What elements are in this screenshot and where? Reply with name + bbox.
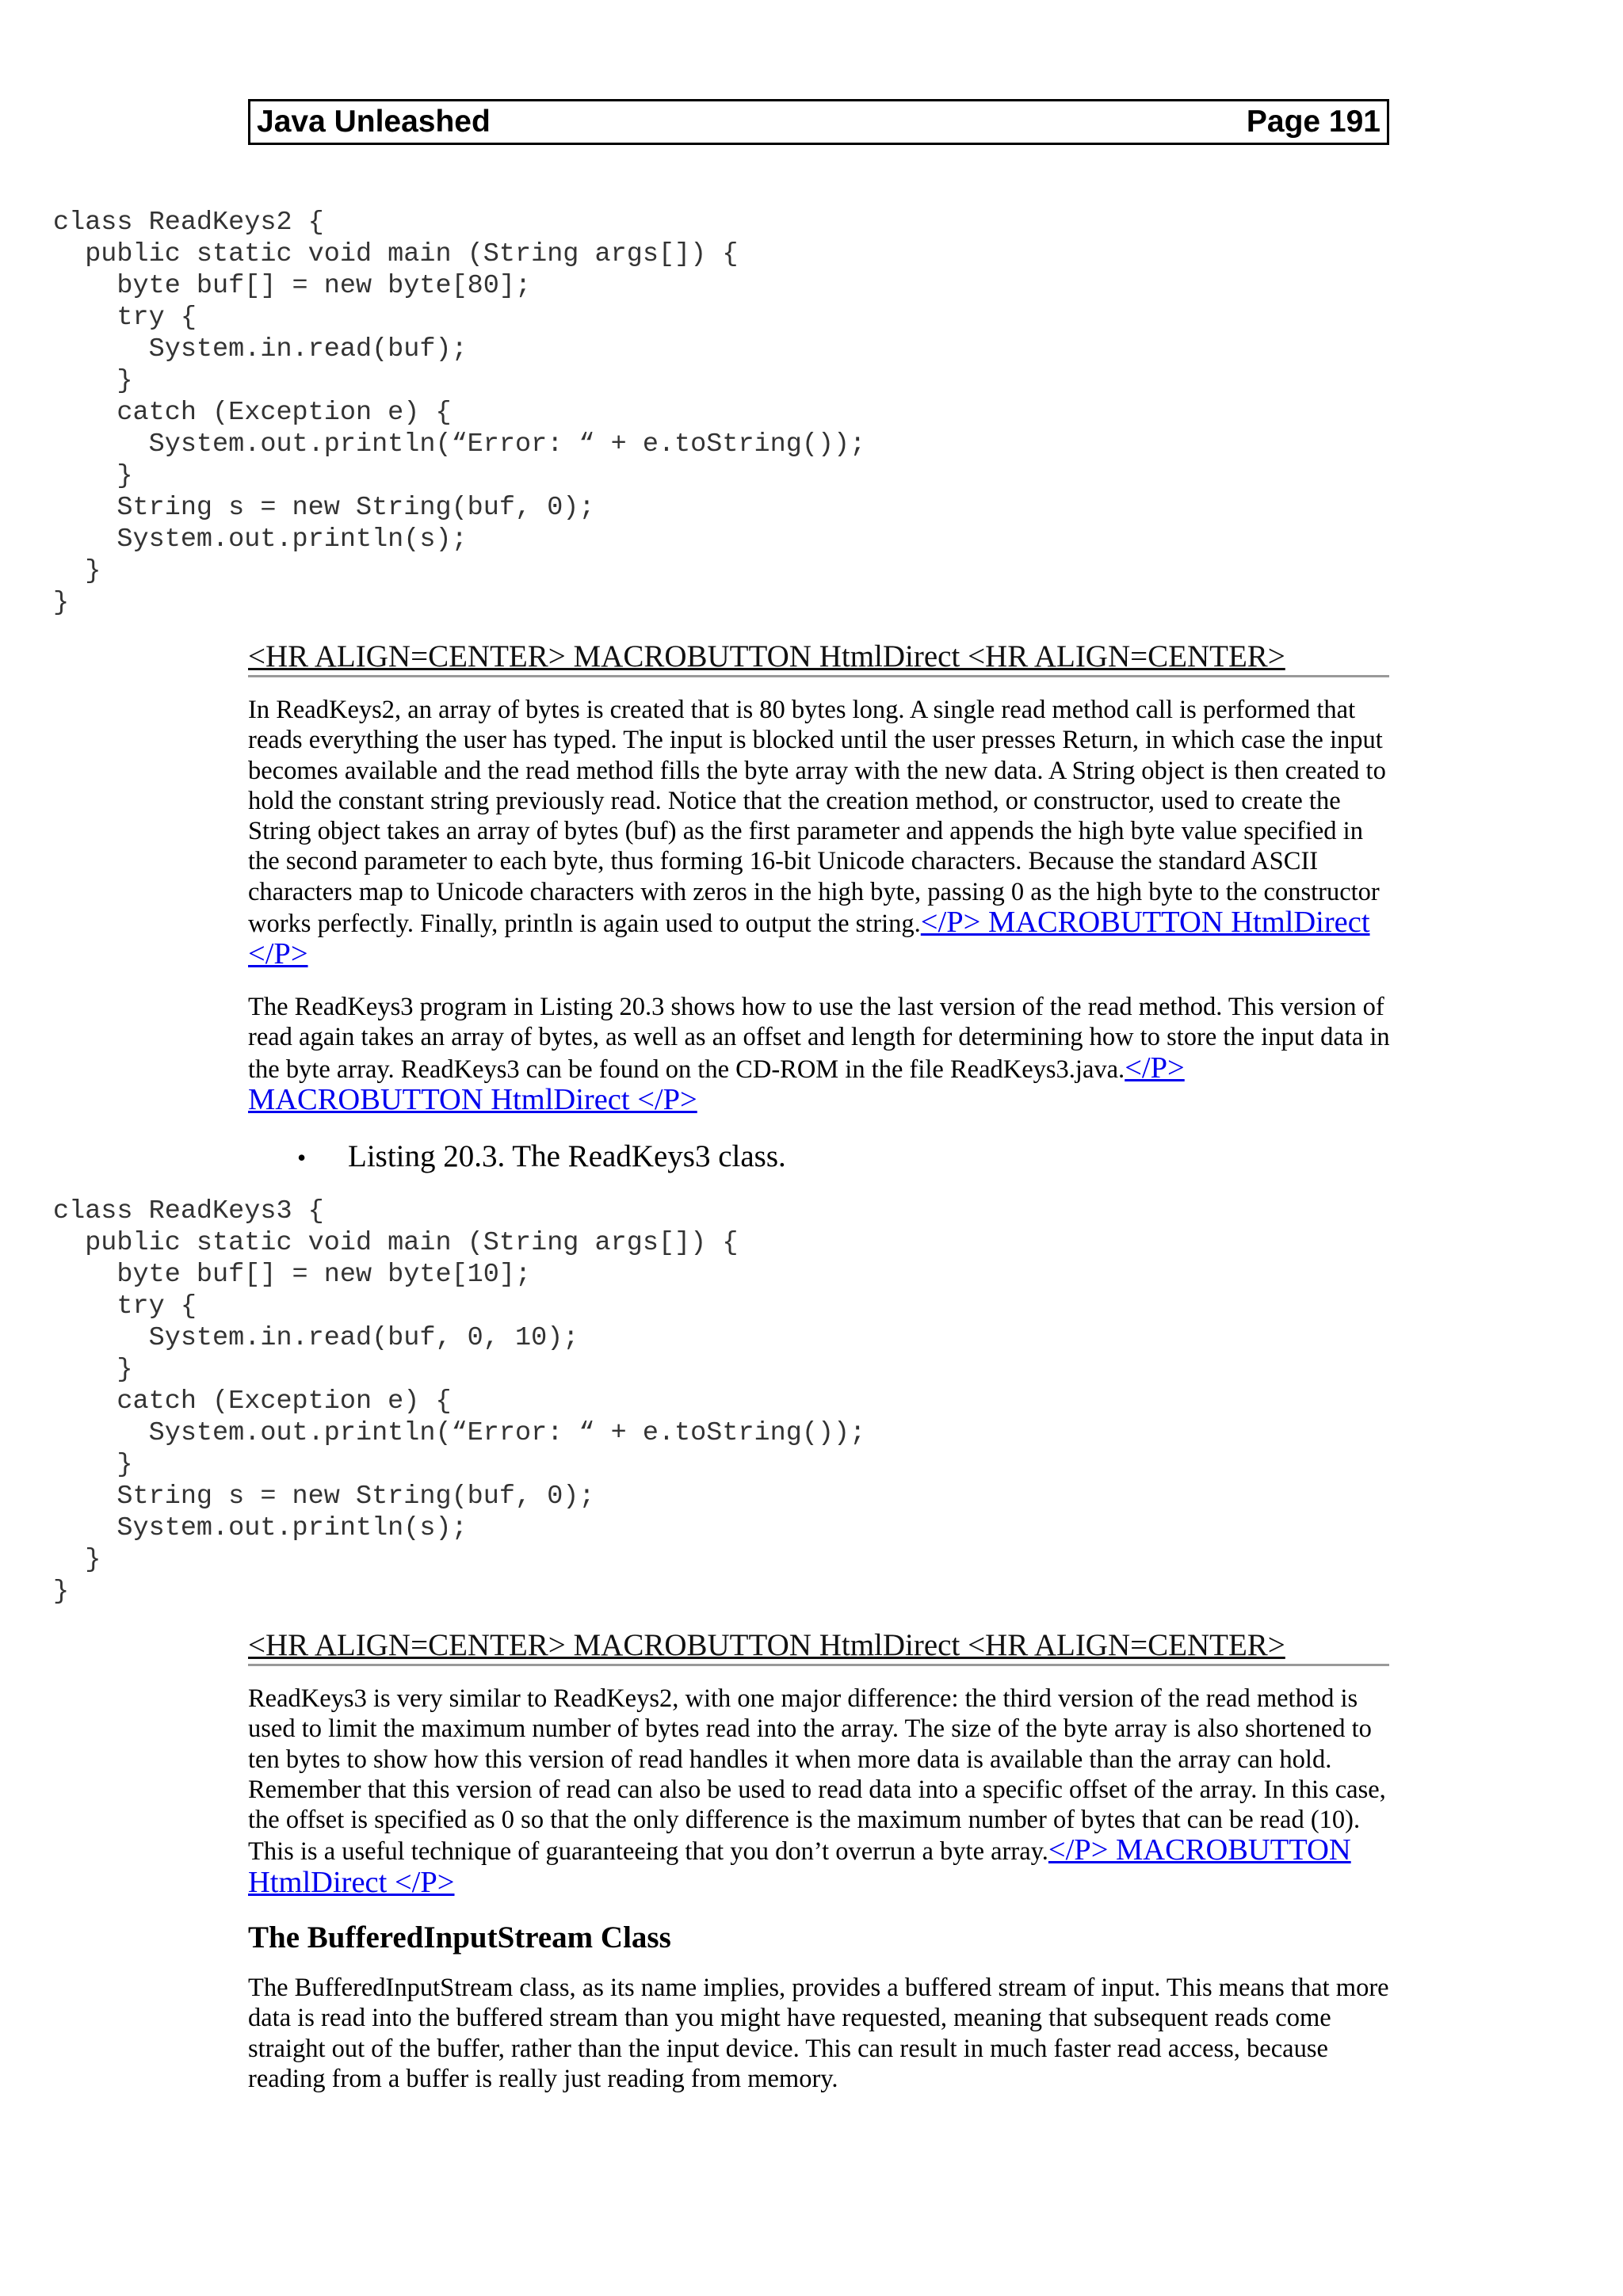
- page-number: Page 191: [1246, 105, 1381, 139]
- code-line: }: [53, 366, 133, 396]
- listing-caption: [297, 1138, 1407, 1176]
- paragraph-readkeys3-explanation: [248, 1684, 1397, 1899]
- code-line: public static void main (String args[]) {: [53, 239, 739, 269]
- paragraph-bufferedinputstream: [248, 1973, 1397, 2094]
- code-listing-readkeys2: [53, 207, 865, 619]
- section-heading: The BufferedInputStream Class: [248, 1920, 671, 1955]
- code-line: }: [53, 1577, 70, 1607]
- code-line: String s = new String(buf, 0);: [53, 1482, 595, 1512]
- code-line: catch (Exception e) {: [53, 398, 452, 428]
- listing-caption-text: Listing 20.3. The ReadKeys3 class.: [348, 1139, 786, 1173]
- code-line: System.out.println(s);: [53, 1513, 468, 1543]
- code-line: class ReadKeys2 {: [53, 208, 324, 238]
- code-line: byte buf[] = new byte[80];: [53, 271, 532, 301]
- code-line: byte buf[] = new byte[10];: [53, 1260, 532, 1290]
- page-header: [248, 99, 1389, 145]
- code-line: }: [53, 1355, 133, 1385]
- paragraph-text: The BufferedInputStream class, as its name implies, provides a buffered stream of input. This means that more data is read into the buffered stream than you might have requested, meaning that subsequent reads come straight out of the buffer, rather than the input device. This can result in much faster read access, because reading from a buffer is really just reading from memory.: [248, 1974, 1389, 2093]
- book-title: Java Unleashed: [257, 105, 491, 139]
- code-line: System.out.println(“Error: “ + e.toString());: [53, 1418, 866, 1448]
- code-line: class ReadKeys3 {: [53, 1196, 324, 1226]
- code-listing-readkeys3: [53, 1196, 865, 1608]
- macrobutton-link[interactable]: </P> MACROBUTTON HtmlDirect </P>: [248, 906, 1370, 971]
- code-line: System.in.read(buf);: [53, 334, 468, 364]
- code-line: }: [53, 588, 70, 618]
- hr-macro-text: <HR ALIGN=CENTER> MACROBUTTON HtmlDirect <HR ALIGN=CENTER>: [248, 1627, 1389, 1666]
- paragraph-text: The ReadKeys3 program in Listing 20.3 shows how to use the last version of the read method. This version of read again takes an array of bytes, as well as an offset and length for determining how to store the input data in the byte array. ReadKeys3 can be found on the CD-ROM in the file ReadKeys3.java.: [248, 993, 1390, 1084]
- macrobutton-link[interactable]: </P> MACROBUTTON HtmlDirect </P>: [248, 1051, 1185, 1116]
- code-line: }: [53, 1450, 133, 1480]
- hr-macro-text: <HR ALIGN=CENTER> MACROBUTTON HtmlDirect <HR ALIGN=CENTER>: [248, 639, 1389, 677]
- code-line: }: [53, 556, 101, 586]
- paragraph-readkeys3-intro: [248, 992, 1397, 1116]
- paragraph-text: ReadKeys3 is very similar to ReadKeys2, with one major difference: the third version of the read method is used to limit the maximum number of bytes read into the array. The size of the byte array is also shortened to ten bytes to show how this version of read handles it when more data is available than the array can hold. Remember that this version of read can also be used to read data into a specific offset of the array. In this case, the offset is specified as 0 so that the only difference is the maximum number of bytes that can be read (10). This is a useful technique of guaranteeing that you don’t overrun a byte array.: [248, 1684, 1386, 1867]
- code-line: try {: [53, 303, 197, 333]
- code-line: }: [53, 1545, 101, 1575]
- code-line: System.out.println(“Error: “ + e.toString());: [53, 429, 866, 460]
- code-line: System.in.read(buf, 0, 10);: [53, 1323, 579, 1353]
- code-line: try {: [53, 1291, 197, 1322]
- code-line: String s = new String(buf, 0);: [53, 493, 595, 523]
- macrobutton-link[interactable]: </P> MACROBUTTON HtmlDirect </P>: [248, 1833, 1351, 1899]
- paragraph-readkeys2-explanation: [248, 695, 1397, 971]
- bullet-icon: •: [297, 1143, 307, 1172]
- code-line: catch (Exception e) {: [53, 1386, 452, 1417]
- paragraph-text: In ReadKeys2, an array of bytes is created that is 80 bytes long. A single read method call is performed that reads everything the user has typed. The input is blocked until the user presses Return, in which case the input becomes available and the read method fills the byte array with the new data. A String object is then created to hold the constant string previously read. Notice that the creation method, or constructor, used to create the String object takes an array of bytes (buf) as the first parameter and appends the high byte value specified in the second parameter to each byte, thus forming 16-bit Unicode characters. Because the standard ASCII characters map to Unicode characters with zeros in the high byte, passing 0 as the high byte to the constructor works perfectly. Finally, println is again used to output the string.: [248, 696, 1386, 939]
- code-line: System.out.println(s);: [53, 524, 468, 555]
- code-line: public static void main (String args[]) {: [53, 1228, 739, 1258]
- code-line: }: [53, 461, 133, 491]
